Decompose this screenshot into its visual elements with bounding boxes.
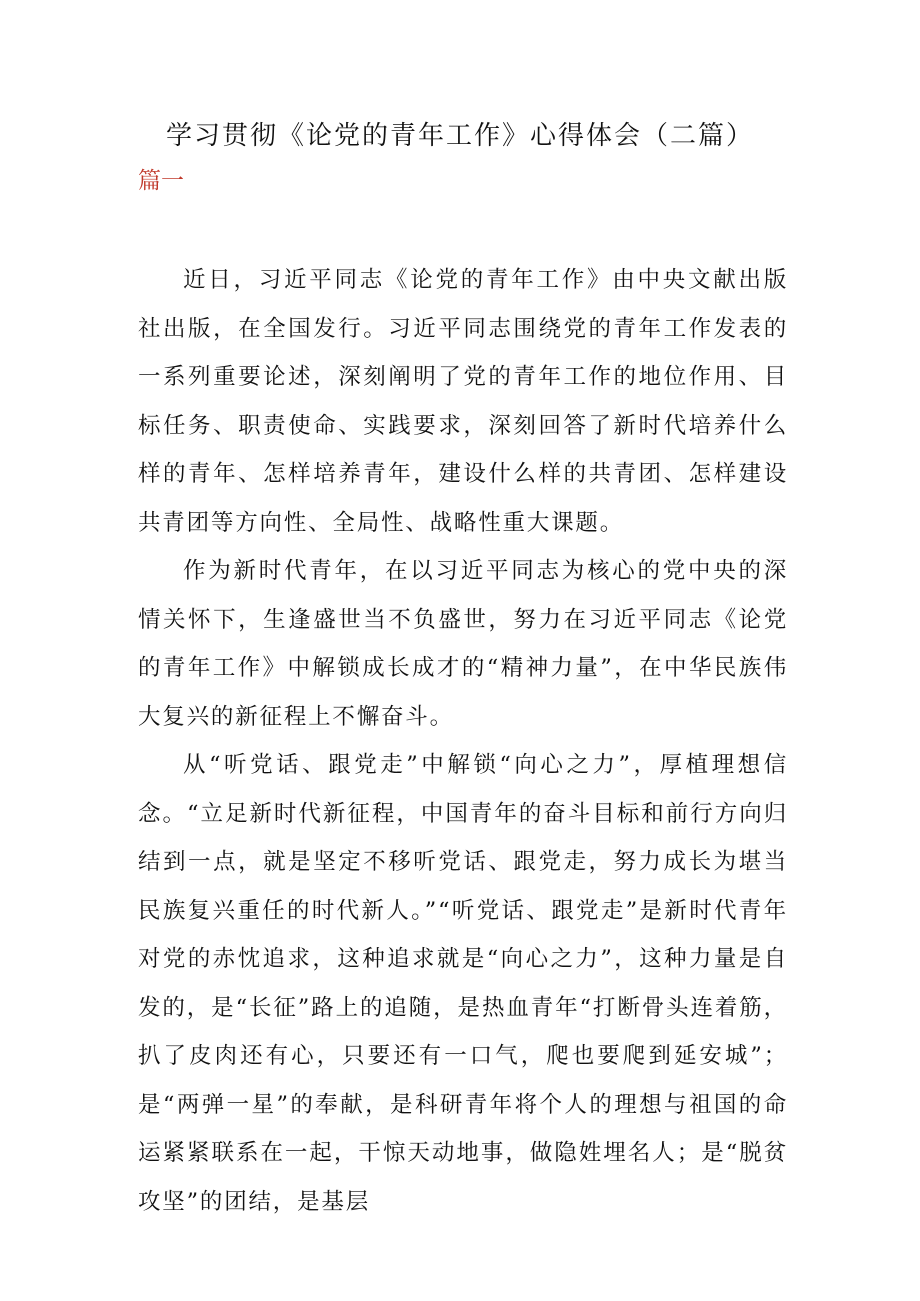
- paragraph: 作为新时代青年，在以习近平同志为核心的党中央的深情关怀下，生逢盛世当不负盛世，努力在习近平同志《论党的青年工作》中解锁成长成才的“精神力量”，在中华民族伟大复兴的新征程上不懈奋斗。: [138, 558, 788, 730]
- paragraph: 从“听党话、跟党走”中解锁“向心之力”，厚植理想信念。“立足新时代新征程，中国青年的奋斗目标和前行方向归结到一点，就是坚定不移听党话、跟党走，努力成长为堪当民族复兴重任的时代新人。”“听党话、跟党走”是新时代青年对党的赤忱追求，这种追求就是“向心之力”，这种力量是自发的，是“长征”路上的追随，是热血青年“打断骨头连着筋，扒了皮肉还有心，只要还有一口气，爬也要爬到延安城”；是“两弹一星”的奉献，是科研青年将个人的理想与祖国的命运紧紧联系在一起，干惊天动地事，做隐姓埋名人；是“脱贫攻坚”的团结，是基层: [138, 752, 788, 1215]
- paragraph: 近日，习近平同志《论党的青年工作》由中央文献出版社出版，在全国发行。习近平同志围绕党的青年工作发表的一系列重要论述，深刻阐明了党的青年工作的地位作用、目标任务、职责使命、实践要求，深刻回答了新时代培养什么样的青年、怎样培养青年，建设什么样的共青团、怎样建设共青团等方向性、全局性、战略性重大课题。: [138, 267, 788, 536]
- document-body: [138, 256, 788, 1226]
- section-heading: 篇一: [138, 168, 184, 194]
- document-title: 学习贯彻《论党的青年工作》心得体会（二篇）: [165, 121, 754, 151]
